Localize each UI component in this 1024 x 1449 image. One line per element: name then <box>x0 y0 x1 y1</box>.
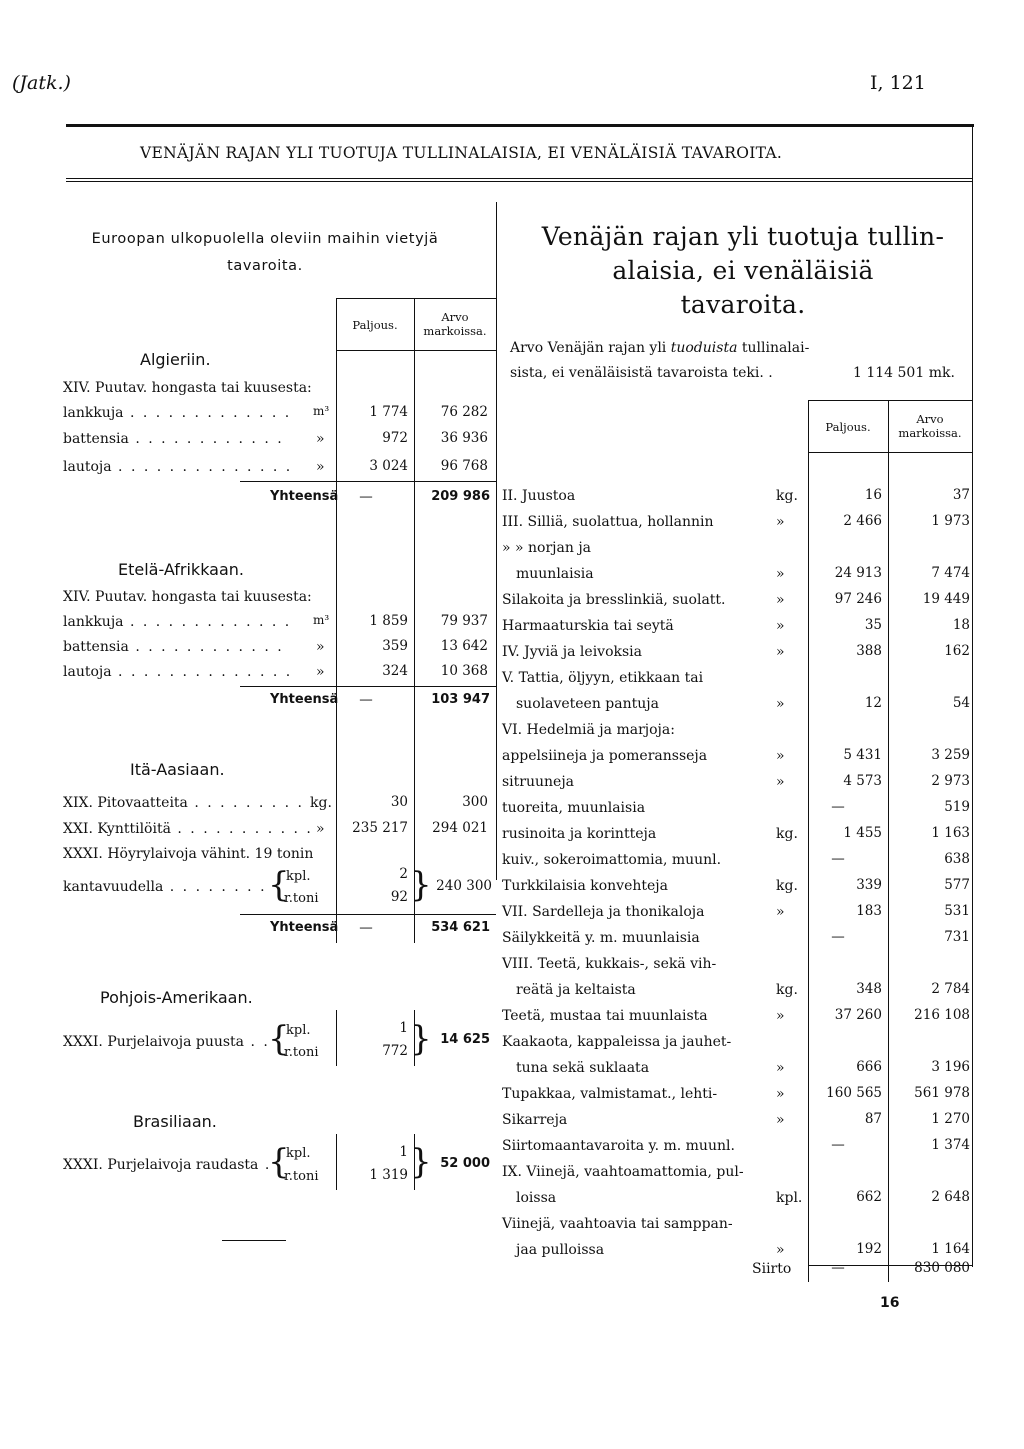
row-label-cont: tuna sekä suklaata <box>516 1060 650 1076</box>
brace-right-ship: } <box>410 865 432 905</box>
row-qty: 35 <box>864 617 882 633</box>
region-brasilia: Brasiliaan. <box>133 1112 217 1131</box>
row-unit: » <box>776 904 785 920</box>
intro-line-1: Arvo Venäjän rajan yli tuoduista tullinalai- <box>510 340 810 356</box>
row-qty: — <box>831 851 845 867</box>
row-qty: 183 <box>856 903 882 919</box>
row-value: 3 196 <box>931 1059 970 1075</box>
row-qty: 16 <box>864 487 882 503</box>
row-label-cont: muunlaisia <box>516 566 594 582</box>
qty-raudasta-kpl: 1 <box>399 1144 408 1160</box>
header-rule <box>66 124 974 127</box>
unit-rtoni-raudasta: r.toni <box>284 1169 319 1184</box>
brace-right-raudasta: } <box>410 1142 432 1182</box>
row-value: 54 <box>952 695 970 711</box>
row-unit: kg. <box>776 878 798 894</box>
title-rule-2 <box>66 181 972 182</box>
row-label: Siirtomaantavaroita y. m. muunl. <box>502 1138 735 1154</box>
row-label: Säilykkeitä y. m. muunlaisia <box>502 930 700 946</box>
siirto-val: 830 080 <box>914 1260 970 1276</box>
qty-raudasta-rtoni: 1 319 <box>369 1167 408 1183</box>
row-value: 531 <box>944 903 970 919</box>
val-battensia-2: 13 642 <box>440 638 488 654</box>
row-qty: 4 573 <box>843 773 882 789</box>
unit-kpl-puusta: kpl. <box>286 1023 311 1038</box>
row-value: 1 973 <box>931 513 970 529</box>
row-label: appelsiineja ja pomeransseja <box>502 748 708 764</box>
row-battensia-1: battensia . . . . . . . . . . . . <box>63 431 284 447</box>
row-label: Teetä, mustaa tai muunlaista <box>502 1008 708 1024</box>
qty-puusta-rtoni: 772 <box>382 1043 408 1059</box>
row-unit: » <box>776 696 785 712</box>
row-qty: 666 <box>856 1059 882 1075</box>
region-pohjois-amerikka: Pohjois-Amerikaan. <box>100 988 253 1007</box>
val-ship: 240 300 <box>436 878 492 894</box>
center-divider <box>496 202 497 880</box>
qty-kynt: 235 217 <box>352 820 408 836</box>
val-lankkuja-1: 76 282 <box>440 404 488 420</box>
total-val-2: 103 947 <box>431 692 490 707</box>
row-label: IX. Viinejä, vaahtoamattomia, pul- <box>502 1164 744 1180</box>
row-unit: » <box>776 592 785 608</box>
right-col-arvo: Arvo markoissa. <box>898 412 962 440</box>
total-label-3: Yhteensä <box>270 920 339 935</box>
running-head-left: (Jatk.) <box>12 72 71 94</box>
row-label: » » norjan ja <box>502 540 592 556</box>
row-lautoja-1: lautoja . . . . . . . . . . . . . . <box>63 459 293 475</box>
row-value: 3 259 <box>931 747 970 763</box>
row-label: Viinejä, vaahtoavia tai samppan- <box>502 1216 733 1232</box>
row-unit: » <box>776 1242 785 1258</box>
row-label-cont: suolaveteen pantuja <box>516 696 659 712</box>
val-raudasta: 52 000 <box>440 1156 490 1171</box>
val-battensia-1: 36 936 <box>440 430 488 446</box>
row-label: VI. Hedelmiä ja marjoja: <box>502 722 675 738</box>
row-qty: 1 455 <box>843 825 882 841</box>
row-label: Harmaaturskia tai seytä <box>502 618 674 634</box>
row-label: rusinoita ja korintteja <box>502 826 657 842</box>
qty-pito: 30 <box>390 794 408 810</box>
total-qty-3: — <box>359 920 373 936</box>
row-value: 37 <box>952 487 970 503</box>
row-label: VIII. Teetä, kukkais-, sekä vih- <box>502 956 717 972</box>
row-value: 19 449 <box>922 591 970 607</box>
qty-lautoja-2: 324 <box>382 663 408 679</box>
left-col-arvo: Arvo markoissa. <box>423 310 487 338</box>
row-label: II. Juustoa <box>502 488 576 504</box>
row-hoyrylaivoja: XXXI. Höyrylaivoja vähint. 19 tonin <box>63 846 314 862</box>
row-qty: 87 <box>864 1111 882 1127</box>
row-purjelaivoja-raudasta: XXXI. Purjelaivoja raudasta . <box>63 1157 272 1173</box>
row-unit: » <box>776 748 785 764</box>
region-algieriin: Algieriin. <box>140 350 211 369</box>
sum-rule-2 <box>240 686 496 687</box>
row-unit: kpl. <box>776 1190 803 1206</box>
row-qty: — <box>831 799 845 815</box>
left-colhead-bottom-rule <box>336 350 496 351</box>
unit-m3-1: m³ <box>313 404 330 418</box>
row-unit: kg. <box>776 488 798 504</box>
row-unit: kg. <box>776 982 798 998</box>
row-unit: kg. <box>776 826 798 842</box>
row-qty: 12 <box>864 695 882 711</box>
right-colhead-top-rule <box>808 400 972 401</box>
row-pitovaatteita: XIX. Pitovaatteita . . . . . . . . . <box>63 795 305 811</box>
total-val-1: 209 986 <box>431 489 490 504</box>
row-label: V. Tattia, öljyyn, etikkaan tai <box>502 670 704 686</box>
row-label: VII. Sardelleja ja thonikaloja <box>502 904 705 920</box>
row-lautoja-2: lautoja . . . . . . . . . . . . . . <box>63 664 293 680</box>
val-kynt: 294 021 <box>432 820 488 836</box>
left-col-paljous: Paljous. <box>352 318 398 332</box>
right-col-line-2-ext <box>888 880 889 1267</box>
unit-rtoni-puusta: r.toni <box>284 1045 319 1060</box>
unit-l-1: » <box>316 459 325 475</box>
qty-lankkuja-2: 1 859 <box>369 613 408 629</box>
row-value: 2 973 <box>931 773 970 789</box>
row-value: 1 270 <box>931 1111 970 1127</box>
row-label: Tupakkaa, valmistamat., lehti- <box>502 1086 718 1102</box>
row-value: 561 978 <box>914 1085 970 1101</box>
row-qty: 24 913 <box>834 565 882 581</box>
row-unit: » <box>776 514 785 530</box>
heading-xiv-2: XIV. Puutav. hongasta tai kuusesta: <box>63 589 312 605</box>
brace-left-puusta: { <box>268 1019 290 1059</box>
qty-lankkuja-1: 1 774 <box>369 404 408 420</box>
total-qty-2: — <box>359 692 373 708</box>
left-colhead-top-rule <box>336 298 496 299</box>
row-label: sitruuneja <box>502 774 575 790</box>
val-lankkuja-2: 79 937 <box>440 613 488 629</box>
right-colhead-bottom-rule <box>808 452 972 453</box>
sum-rule-3 <box>240 914 496 915</box>
row-qty: 97 246 <box>834 591 882 607</box>
row-value: 731 <box>944 929 970 945</box>
row-unit: » <box>776 1008 785 1024</box>
row-label-cont: reätä ja keltaista <box>516 982 636 998</box>
brace-right-puusta: } <box>410 1019 432 1059</box>
right-section-title: Venäjän rajan yli tuotuja tullin- alaisia, ei venäläisiä tavaroita. <box>541 222 945 319</box>
row-value: 7 474 <box>931 565 970 581</box>
region-ita-aasia: Itä-Aasiaan. <box>130 760 225 779</box>
qty-lautoja-1: 3 024 <box>369 458 408 474</box>
row-unit: » <box>776 618 785 634</box>
row-qty: 339 <box>856 877 882 893</box>
row-qty: 348 <box>856 981 882 997</box>
total-qty-1: — <box>359 489 373 505</box>
row-label: Sikarreja <box>502 1112 568 1128</box>
row-value: 1 163 <box>931 825 970 841</box>
row-value: 519 <box>944 799 970 815</box>
row-label: Kaakaota, kappaleissa ja jauhet- <box>502 1034 732 1050</box>
unit-kynt: » <box>316 821 325 837</box>
row-qty: 37 260 <box>834 1007 882 1023</box>
row-qty: 160 565 <box>826 1085 882 1101</box>
right-col-line-1-ext <box>808 880 809 1267</box>
end-rule-left <box>222 1240 286 1241</box>
footer-number: 16 <box>880 1295 900 1311</box>
qty-battensia-2: 359 <box>382 638 408 654</box>
row-value: 162 <box>944 643 970 659</box>
total-label-2: Yhteensä <box>270 692 339 707</box>
total-val-3: 534 621 <box>431 920 490 935</box>
row-unit: » <box>776 1112 785 1128</box>
unit-m3-2: m³ <box>313 613 330 627</box>
row-label: III. Silliä, suolattua, hollannin <box>502 514 714 530</box>
row-qty: 662 <box>856 1189 882 1205</box>
row-value: 2 648 <box>931 1189 970 1205</box>
row-lankkuja-2: lankkuja . . . . . . . . . . . . . <box>63 614 292 630</box>
row-value: 577 <box>944 877 970 893</box>
heading-xiv-1: XIV. Puutav. hongasta tai kuusesta: <box>63 380 312 396</box>
qty-puusta-kpl: 1 <box>399 1020 408 1036</box>
row-value: 1 164 <box>931 1241 970 1257</box>
row-value: 18 <box>952 617 970 633</box>
row-purjelaivoja-puusta: XXXI. Purjelaivoja puusta . . <box>63 1034 270 1050</box>
unit-rtoni-ship: r.toni <box>284 891 319 906</box>
siirto-qty: — <box>831 1260 845 1276</box>
region-etela-afrikka: Etelä-Afrikkaan. <box>118 560 245 579</box>
unit-kpl-ship: kpl. <box>286 869 311 884</box>
row-label: kuiv., sokeroimattomia, muunl. <box>502 852 722 868</box>
page-title: VENÄJÄN RAJAN YLI TUOTUJA TULLINALAISIA, EI VENÄLÄISIÄ TAVAROITA. <box>140 144 783 162</box>
row-qty: 192 <box>856 1241 882 1257</box>
qty-battensia-1: 972 <box>382 430 408 446</box>
row-value: 2 784 <box>931 981 970 997</box>
intro-value: 1 114 501 mk. <box>853 365 955 381</box>
title-rule <box>66 178 972 179</box>
val-lautoja-1: 96 768 <box>440 458 488 474</box>
row-value: 1 374 <box>931 1137 970 1153</box>
row-unit: » <box>776 1086 785 1102</box>
sum-rule-1 <box>240 481 496 482</box>
row-kynttiloita: XXI. Kynttilöitä . . . . . . . . . . . <box>63 821 313 837</box>
row-label: Silakoita ja bresslinkiä, suolatt. <box>502 592 726 608</box>
total-label-1: Yhteensä <box>270 489 339 504</box>
row-qty: 2 466 <box>843 513 882 529</box>
val-pito: 300 <box>462 794 488 810</box>
row-label: IV. Jyviä ja leivoksia <box>502 644 643 660</box>
right-border-ext <box>972 880 973 1267</box>
row-unit: » <box>776 566 785 582</box>
row-kantavuudella: kantavuudella . . . . . . . . <box>63 879 267 895</box>
row-label: tuoreita, muunlaisia <box>502 800 646 816</box>
qty-ship-kpl: 2 <box>399 866 408 882</box>
row-unit: » <box>776 774 785 790</box>
row-label-cont: jaa pulloissa <box>516 1242 605 1258</box>
siirto-label: Siirto <box>752 1261 792 1277</box>
unit-kpl-raudasta: kpl. <box>286 1146 311 1161</box>
row-label-cont: loissa <box>516 1190 557 1206</box>
unit-kg-pito: kg. <box>310 795 332 811</box>
row-qty: — <box>831 1137 845 1153</box>
brace-left-raudasta: { <box>268 1142 290 1182</box>
unit-b-2: » <box>316 639 325 655</box>
right-col-paljous: Paljous. <box>825 420 871 434</box>
page-number: I, 121 <box>870 72 926 94</box>
row-qty: 5 431 <box>843 747 882 763</box>
row-value: 216 108 <box>914 1007 970 1023</box>
row-qty: — <box>831 929 845 945</box>
row-battensia-2: battensia . . . . . . . . . . . . <box>63 639 284 655</box>
val-lautoja-2: 10 368 <box>440 663 488 679</box>
unit-b-1: » <box>316 431 325 447</box>
brace-left-ship: { <box>268 865 290 905</box>
row-qty: 388 <box>856 643 882 659</box>
left-section-title: Euroopan ulkopuolella oleviin maihin vietyjä tavaroita. <box>91 231 439 274</box>
row-unit: » <box>776 644 785 660</box>
val-puusta: 14 625 <box>440 1032 490 1047</box>
row-label: Turkkilaisia konvehteja <box>502 878 668 894</box>
row-unit: » <box>776 1060 785 1076</box>
row-lankkuja-1: lankkuja . . . . . . . . . . . . . <box>63 405 292 421</box>
row-value: 638 <box>944 851 970 867</box>
unit-l-2: » <box>316 664 325 680</box>
intro-line-2: sista, ei venäläisistä tavaroista teki. . <box>510 365 773 381</box>
qty-ship-rtoni: 92 <box>390 889 408 905</box>
